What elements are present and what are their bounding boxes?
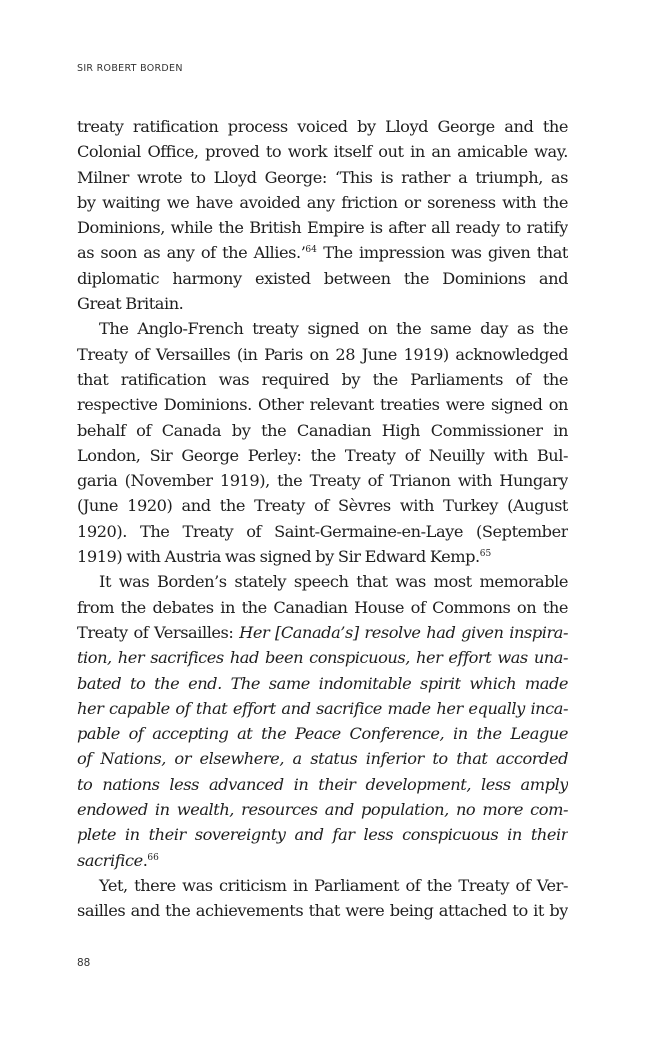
- text-line: that ratification was required by the Parliaments of the: [77, 369, 568, 389]
- quotation-line: bated to the end. The same indomitable spirit which made: [77, 673, 568, 693]
- text-line: Great Britain.: [77, 294, 184, 314]
- paragraph-first-line: The Anglo-French treaty signed on the same day as the: [99, 319, 568, 339]
- text-line: Colonial Office, proved to work itself out in an amicable way.: [77, 142, 568, 162]
- text-line: garia (November 1919), the Treaty of Trianon with Hungary: [77, 471, 568, 491]
- text-line: (June 1920) and the Treaty of Sèvres with Turkey (August: [77, 496, 568, 516]
- quotation-line: tion, her sacrifices had been conspicuous, her effort was una-: [77, 648, 568, 668]
- text-line: [77, 240, 568, 265]
- body-text: [77, 114, 568, 924]
- text-line: London, Sir George Perley: the Treaty of Neuilly with Bul-: [77, 445, 568, 465]
- quotation-line: her capable of that effort and sacrifice made her equally inca-: [77, 698, 568, 718]
- text-run: The impression was given that: [316, 243, 568, 263]
- text-line: sailles and the achievements that were being attached to it by: [77, 901, 568, 921]
- quotation-text: Her [Canada’s] resolve had given inspira-: [239, 622, 568, 642]
- text-run: .: [142, 850, 148, 870]
- footnote-marker: 66: [147, 852, 159, 863]
- footnote-marker: 65: [479, 549, 492, 560]
- page-number: 88: [77, 957, 91, 969]
- running-head: SIR ROBERT BORDEN: [77, 63, 183, 74]
- text-line: by waiting we have avoided any friction or soreness with the: [77, 192, 568, 212]
- paragraph-first-line: Yet, there was criticism in Parliament of the Treaty of Ver-: [99, 875, 568, 895]
- text-line: Dominions, while the British Empire is after all ready to ratify: [77, 218, 568, 238]
- text-line: diplomatic harmony existed between the Dominions and: [77, 268, 568, 288]
- quotation-line: of Nations, or elsewhere, a status inferior to that accorded: [77, 749, 568, 769]
- text-line: treaty ratification process voiced by Lloyd George and the: [77, 117, 568, 136]
- text-run: 1919) with Austria was signed by Sir Edward Kemp.: [77, 547, 480, 567]
- text-line: behalf of Canada by the Canadian High Commissioner in: [77, 420, 568, 440]
- quotation-text: sacrifice: [77, 850, 143, 870]
- paragraph-first-line: It was Borden’s stately speech that was most memorable: [99, 572, 568, 592]
- text-line: from the debates in the Canadian House of Commons on the: [77, 597, 568, 617]
- text-line: [77, 848, 568, 873]
- quotation-line: plete in their sovereignty and far less conspicuous in their: [77, 825, 568, 845]
- text-run: as soon as any of the Allies.’: [77, 243, 306, 263]
- text-run: Treaty of Versailles:: [77, 622, 240, 642]
- text-line: [77, 620, 568, 645]
- text-line: 1920). The Treaty of Saint-Germaine-en-Laye (September: [77, 521, 568, 541]
- quotation-line: pable of accepting at the Peace Conference, in the League: [77, 724, 568, 744]
- text-line: Treaty of Versailles (in Paris on 28 June 1919) acknowledged: [77, 344, 568, 364]
- quotation-line: to nations less advanced in their development, less amply: [77, 774, 568, 794]
- footnote-marker: 64: [305, 245, 317, 256]
- text-line: [77, 544, 568, 569]
- quotation-line: endowed in wealth, resources and population, no more com-: [77, 800, 568, 820]
- text-line: respective Dominions. Other relevant treaties were signed on: [77, 395, 568, 415]
- text-line: Milner wrote to Lloyd George: ‘This is rather a triumph, as: [77, 167, 568, 187]
